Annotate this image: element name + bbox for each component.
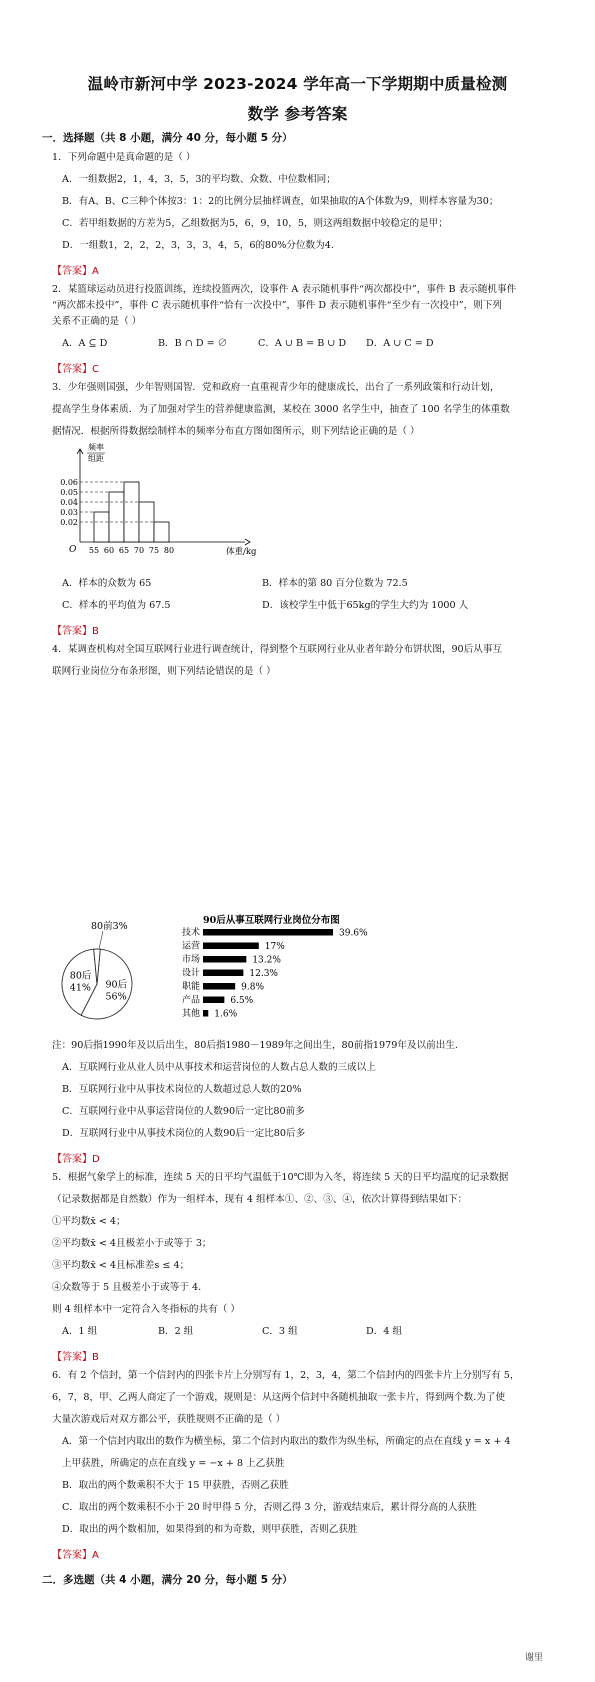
q3-option-b: B．样本的第 80 百分位数为 72.5 xyxy=(262,578,408,589)
q5-option-d: D．4 组 xyxy=(366,1326,403,1337)
q4-option-d: D．互联网行业中从事技术岗位的人数90后一定比80后多 xyxy=(62,1128,306,1139)
x-tick-label: 70 xyxy=(133,546,145,555)
histogram-bar xyxy=(154,522,169,542)
x-tick-label: 55 xyxy=(88,546,100,555)
bar xyxy=(203,997,224,1004)
y-tick-label: 0.02 xyxy=(60,518,78,527)
page-title: 温岭市新河中学 2023-2024 学年高一下学期期中质量检测 xyxy=(87,75,508,93)
q4-option-a: A．互联网行业从业人员中从事技术和运营岗位的人数占总人数的三成以上 xyxy=(62,1062,376,1073)
q3-stem-line3: 据情况．根据所得数据绘制样本的频率分布直方图如图所示，则下列结论正确的是（ ） xyxy=(52,426,420,437)
y-tick-label: 0.05 xyxy=(60,488,78,497)
q5-stem-line2: （记录数据都是自然数）作为一组样本，现有 4 组样本①、②、③、④，依次计算得到结果如下： xyxy=(52,1194,468,1205)
q1-option-a: A．一组数据2，1，4，3，5，3的平均数、众数、中位数相同； xyxy=(62,174,336,185)
pie-leader-line xyxy=(99,931,103,949)
q1-option-d: D．一组数1，2，2，2，3，3，3，4，5，6的80%分位数为4. xyxy=(62,240,334,251)
origin-label: O xyxy=(69,545,77,555)
q5-option-c: C．3 组 xyxy=(262,1326,298,1337)
histogram-bar xyxy=(94,512,109,542)
bar xyxy=(203,929,333,936)
q1-option-b: B．有A、B、C三种个体按3：1：2的比例分层抽样调查，如果抽取的A个体数为9，则样本容量为30； xyxy=(62,196,499,207)
q2-option-b: B．B ∩ D = ∅ xyxy=(158,338,228,349)
bar-category-label: 其他 xyxy=(181,1009,200,1019)
bar-category-label: 市场 xyxy=(181,955,200,965)
x-axis-label: 体重/kg xyxy=(226,547,257,557)
q5-condition-1: ①平均数x̄ < 4； xyxy=(52,1216,126,1227)
bar xyxy=(203,943,259,950)
bar xyxy=(203,956,246,963)
histogram-bar xyxy=(124,482,139,542)
bar-category-label: 产品 xyxy=(181,995,200,1006)
q6-option-b: B．取出的两个数乘积不大于 15 甲获胜，否则乙获胜 xyxy=(62,1480,289,1491)
x-tick-label: 80 xyxy=(163,546,175,555)
q6-option-c: C．取出的两个数乘积不小于 20 时甲得 5 分，否则乙得 3 分，游戏结束后，累计得分高的人获胜 xyxy=(62,1502,477,1513)
q3-answer: 【答案】B xyxy=(52,626,99,637)
q2-stem-line3: 关系不正确的是（ ） xyxy=(52,316,142,327)
q1-stem: 1．下列命题中是真命题的是（ ） xyxy=(52,152,196,163)
page-subtitle: 数学 参考答案 xyxy=(247,105,348,123)
q4-answer: 【答案】D xyxy=(52,1154,100,1165)
bar-value-label: 12.3% xyxy=(249,969,278,979)
q2-option-d: D．A ∪ C = D xyxy=(366,338,434,349)
bar-value-label: 6.5% xyxy=(230,996,254,1006)
q3-stem-line2: 提高学生身体素质．为了加强对学生的营养健康监测，某校在 3000 名学生中，抽查了 100 名学生的体重数 xyxy=(52,404,510,415)
bar-category-label: 设计 xyxy=(181,968,200,979)
age-distribution-pie xyxy=(62,912,162,1032)
q4-note: 注：90后指1990年及以后出生，80后指1980－1989年之间出生，80前指1979年及以前出生. xyxy=(52,1040,458,1051)
q5-stem-line1: 5．根据气象学上的标准，连续 5 天的日平均气温低于10℃即为入冬，将连续 5 天的日平均温度的记录数据 xyxy=(52,1172,509,1183)
pie-outside-label: 80前3% xyxy=(91,921,128,932)
x-axis-arrow xyxy=(245,539,250,545)
x-tick-label: 65 xyxy=(118,546,130,555)
section-heading-single-choice: 一．选择题（共 8 小题，满分 40 分，每小题 5 分） xyxy=(42,132,293,144)
q2-option-a: A．A ⊆ D xyxy=(62,338,108,349)
q5-option-b: B．2 组 xyxy=(158,1326,194,1337)
q5-condition-2: ②平均数x̄ < 4且极差小于或等于 3； xyxy=(52,1238,212,1249)
q4-stem-line1: 4．某调查机构对全国互联网行业进行调查统计，得到整个互联网行业从业者年龄分布饼状图，90后从事互 xyxy=(52,644,503,655)
q2-stem-line2: “两次都未投中”，事件 C 表示随机事件“恰有一次投中”，事件 D 表示随机事件“至少有一次投中”，则下列 xyxy=(52,300,503,311)
q2-stem-line1: 2．某篮球运动员进行投篮训练，连续投篮两次，设事件 A 表示随机事件“两次都投中”，事件 B 表示随机事件 xyxy=(52,284,517,295)
q5-condition-3: ③平均数x̄ < 4且标准差s ≤ 4； xyxy=(52,1260,190,1271)
q5-option-a: A．1 组 xyxy=(62,1326,98,1337)
q5-condition-4: ④众数等于 5 且极差小于或等于 4. xyxy=(52,1282,202,1293)
histogram-bar xyxy=(109,492,124,542)
q6-stem-line1: 6．有 2 个信封，第一个信封内的四张卡片上分别写有 1，2，3，4，第二个信封内的四张卡片上分别写有 5， xyxy=(52,1370,520,1381)
q3-option-a: A．样本的众数为 65 xyxy=(62,578,152,589)
q1-answer: 【答案】A xyxy=(52,266,99,277)
q6-stem-line3: 大量次游戏后对双方都公平，获胜规则不正确的是（ ） xyxy=(52,1414,286,1425)
y-tick-label: 0.06 xyxy=(60,478,78,487)
pie-label-90: 90后 xyxy=(105,979,128,991)
q6-answer: 【答案】A xyxy=(52,1550,99,1561)
pie-label-80: 80后 xyxy=(69,970,92,982)
bar-value-label: 1.6% xyxy=(214,1009,238,1020)
bar-value-label: 9.8% xyxy=(241,982,265,993)
q4-option-c: C．互联网行业中从事运营岗位的人数90后一定比80前多 xyxy=(62,1106,305,1117)
q6-option-a-line1: A．第一个信封内取出的数作为横坐标，第二个信封内取出的数作为纵坐标，所确定的点在直线 y = x + 4 xyxy=(62,1436,511,1447)
q5-answer: 【答案】B xyxy=(52,1352,99,1363)
bar-category-label: 技术 xyxy=(181,928,200,938)
pie-pct-80: 41% xyxy=(69,982,91,994)
q5-question: 则 4 组样本中一定符合入冬指标的共有（ ） xyxy=(52,1304,240,1315)
weight-histogram xyxy=(60,443,257,557)
y-tick-label: 0.03 xyxy=(60,508,78,517)
q3-stem-line1: 3．少年强则国强，少年智则国智．党和政府一直重视青少年的健康成长，出台了一系列政策和行动计划， xyxy=(52,382,500,393)
q6-stem-line2: 6，7，8，甲、乙两人商定了一个游戏，规则是：从这两个信封中各随机抽取一张卡片，得到两个数.为了使 xyxy=(52,1392,506,1403)
q4-option-b: B．互联网行业中从事技术岗位的人数超过总人数的20% xyxy=(62,1084,302,1095)
bar-value-label: 13.2% xyxy=(252,955,281,966)
section-heading-multi-choice: 二．多选题（共 4 小题，满分 20 分，每小题 5 分） xyxy=(42,1574,293,1586)
x-tick-label: 75 xyxy=(148,546,160,555)
bar-value-label: 17% xyxy=(264,942,285,952)
pie-pct-90: 56% xyxy=(105,991,127,1003)
q4-stem-line2: 联网行业岗位分布条形图，则下列结论错误的是（ ） xyxy=(52,666,276,677)
bar-chart-title: 90后从事互联网行业岗位分布图 xyxy=(203,915,340,926)
bar xyxy=(203,970,243,977)
bar-category-label: 职能 xyxy=(181,982,200,992)
q6-option-a-line2: 上甲获胜，所确定的点在直线 y = −x + 8 上乙获胜 xyxy=(62,1458,285,1469)
q6-option-d: D．取出的两个数相加，如果得到的和为奇数，则甲获胜，否则乙获胜 xyxy=(62,1524,358,1535)
bar xyxy=(203,983,235,990)
bar-value-label: 39.6% xyxy=(339,928,368,939)
y-tick-label: 0.04 xyxy=(60,498,78,507)
q2-answer: 【答案】C xyxy=(52,364,99,375)
x-tick-label: 60 xyxy=(103,546,115,555)
q3-option-c: C．样本的平均值为 67.5 xyxy=(62,600,171,611)
q1-option-c: C．若甲组数据的方差为5，乙组数据为5，6，9，10，5，则这两组数据中较稳定的是甲； xyxy=(62,218,448,229)
bar-category-label: 运营 xyxy=(181,941,200,952)
y-axis-label-top: 频率 xyxy=(88,443,104,452)
q2-option-c: C．A ∪ B = B ∪ D xyxy=(258,338,347,349)
q3-option-d: D．该校学生中低于65kg的学生大约为 1000 人 xyxy=(262,600,469,611)
bar xyxy=(203,1010,208,1017)
job-distribution-bar-chart xyxy=(175,915,405,1025)
page-footer: 谢里 xyxy=(524,1653,543,1663)
y-axis-label-bottom: 组距 xyxy=(88,454,104,463)
